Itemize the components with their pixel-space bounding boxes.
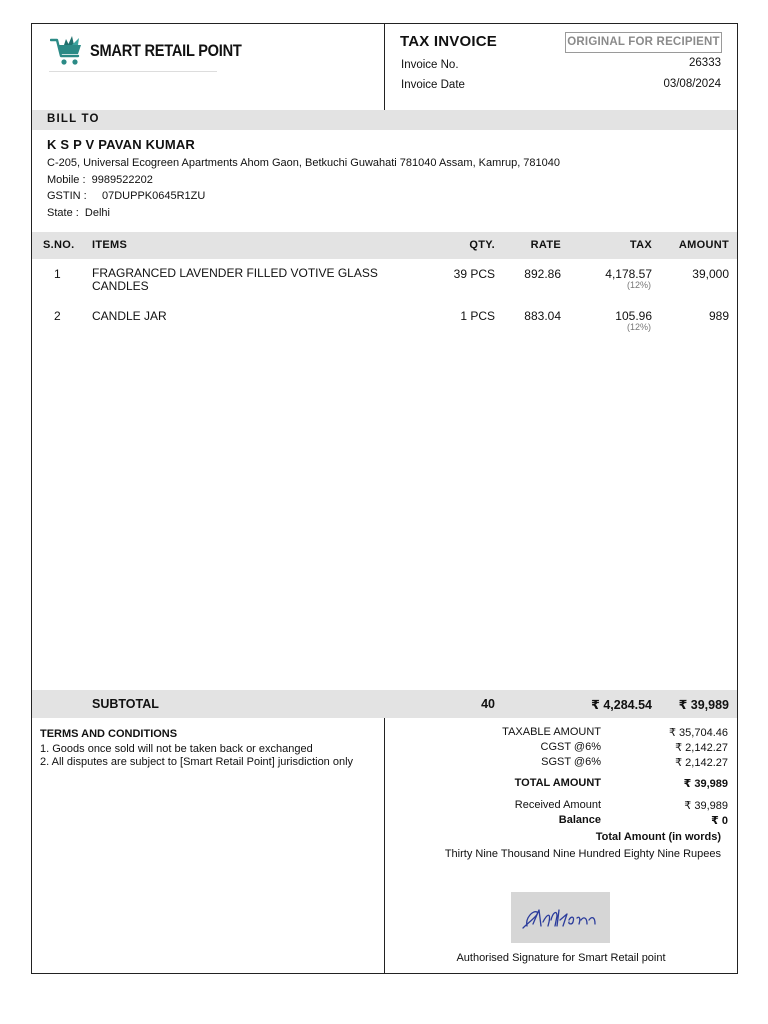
logo-divider bbox=[49, 71, 217, 72]
subtotal-amount: ₹ 39,989 bbox=[678, 698, 729, 712]
row-tax-percent: (12%) bbox=[626, 280, 651, 290]
balance-amount: ₹ 0 bbox=[711, 815, 728, 827]
sgst-label: SGST @6% bbox=[541, 756, 601, 768]
handwritten-signature bbox=[511, 892, 610, 943]
row-tax-percent: (12%) bbox=[626, 322, 651, 332]
company-name: SMART RETAIL POINT bbox=[90, 41, 242, 60]
signature-caption: Authorised Signature for Smart Retail point bbox=[456, 952, 666, 964]
total-amount: ₹ 39,989 bbox=[683, 778, 728, 790]
row-qty: 39 PCS bbox=[453, 267, 495, 281]
row-amount: 989 bbox=[708, 309, 729, 323]
row-rate: 892.86 bbox=[524, 267, 561, 281]
customer-state: State : Delhi bbox=[47, 207, 110, 219]
row-item-name: CANDLE JAR bbox=[92, 309, 167, 323]
col-amount-header: AMOUNT bbox=[678, 239, 729, 251]
cgst-label: CGST @6% bbox=[540, 741, 601, 753]
subtotal-tax: ₹ 4,284.54 bbox=[591, 698, 652, 712]
row-qty: 1 PCS bbox=[460, 309, 495, 323]
amount-in-words: Thirty Nine Thousand Nine Hundred Eighty Nine Rupees bbox=[444, 848, 721, 860]
shopping-cart-icon bbox=[50, 34, 86, 68]
invoice-header bbox=[32, 24, 737, 110]
received-amount-label: Received Amount bbox=[514, 799, 601, 811]
customer-name: K S P V PAVAN KUMAR bbox=[47, 137, 196, 152]
invoice-number-label: Invoice No. bbox=[401, 59, 459, 71]
taxable-amount: ₹ 35,704.46 bbox=[669, 727, 728, 739]
sgst-amount: ₹ 2,142.27 bbox=[675, 757, 728, 769]
row-sno: 1 bbox=[54, 267, 61, 281]
customer-address: C-205, Universal Ecogreen Apartments Ahom Gaon, Betkuchi Guwahati 781040 Assam, Kamrup, 781040 bbox=[47, 157, 561, 169]
row-rate: 883.04 bbox=[524, 309, 561, 323]
invoice-date: 03/08/2024 bbox=[663, 78, 721, 90]
signature-image bbox=[511, 892, 610, 943]
subtotal-label: SUBTOTAL bbox=[92, 697, 159, 711]
terms-heading: TERMS AND CONDITIONS bbox=[40, 728, 178, 740]
col-rate-header: RATE bbox=[530, 239, 561, 251]
customer-mobile: Mobile : 9989522202 bbox=[47, 174, 153, 186]
col-sno-header: S.NO. bbox=[43, 239, 75, 251]
bill-to-label: BILL TO bbox=[47, 113, 100, 125]
term-item: 2. All disputes are subject to [Smart Retail Point] jurisdiction only bbox=[40, 756, 354, 768]
term-item: 1. Goods once sold will not be taken back or exchanged bbox=[40, 743, 313, 755]
invoice-number: 26333 bbox=[689, 57, 721, 69]
row-tax: 4,178.57 bbox=[605, 267, 652, 281]
header-divider bbox=[384, 24, 385, 110]
footer-divider bbox=[384, 718, 385, 974]
invoice-title: TAX INVOICE bbox=[400, 33, 497, 50]
col-tax-header: TAX bbox=[629, 239, 652, 251]
cgst-amount: ₹ 2,142.27 bbox=[675, 742, 728, 754]
row-sno: 2 bbox=[54, 309, 61, 323]
balance-label: Balance bbox=[558, 814, 601, 826]
customer-gstin: GSTIN : 07DUPPK0645R1ZU bbox=[47, 190, 206, 202]
company-logo bbox=[50, 34, 266, 68]
amount-in-words-label: Total Amount (in words) bbox=[595, 831, 721, 843]
received-amount: ₹ 39,989 bbox=[684, 800, 728, 812]
taxable-amount-label: TAXABLE AMOUNT bbox=[502, 726, 601, 738]
original-stamp: ORIGINAL FOR RECIPIENT bbox=[565, 32, 722, 53]
total-amount-label: TOTAL AMOUNT bbox=[514, 777, 601, 789]
col-qty-header: QTY. bbox=[469, 239, 495, 251]
invoice-date-label: Invoice Date bbox=[401, 79, 465, 91]
bill-to-bar bbox=[32, 110, 737, 130]
col-items-header: ITEMS bbox=[92, 239, 128, 251]
row-amount: 39,000 bbox=[692, 267, 729, 281]
row-item-name: FRAGRANCED LAVENDER FILLED VOTIVE GLASS CANDLES bbox=[92, 266, 378, 293]
subtotal-qty: 40 bbox=[481, 697, 495, 711]
row-tax: 105.96 bbox=[615, 309, 652, 323]
invoice-document bbox=[31, 23, 738, 974]
